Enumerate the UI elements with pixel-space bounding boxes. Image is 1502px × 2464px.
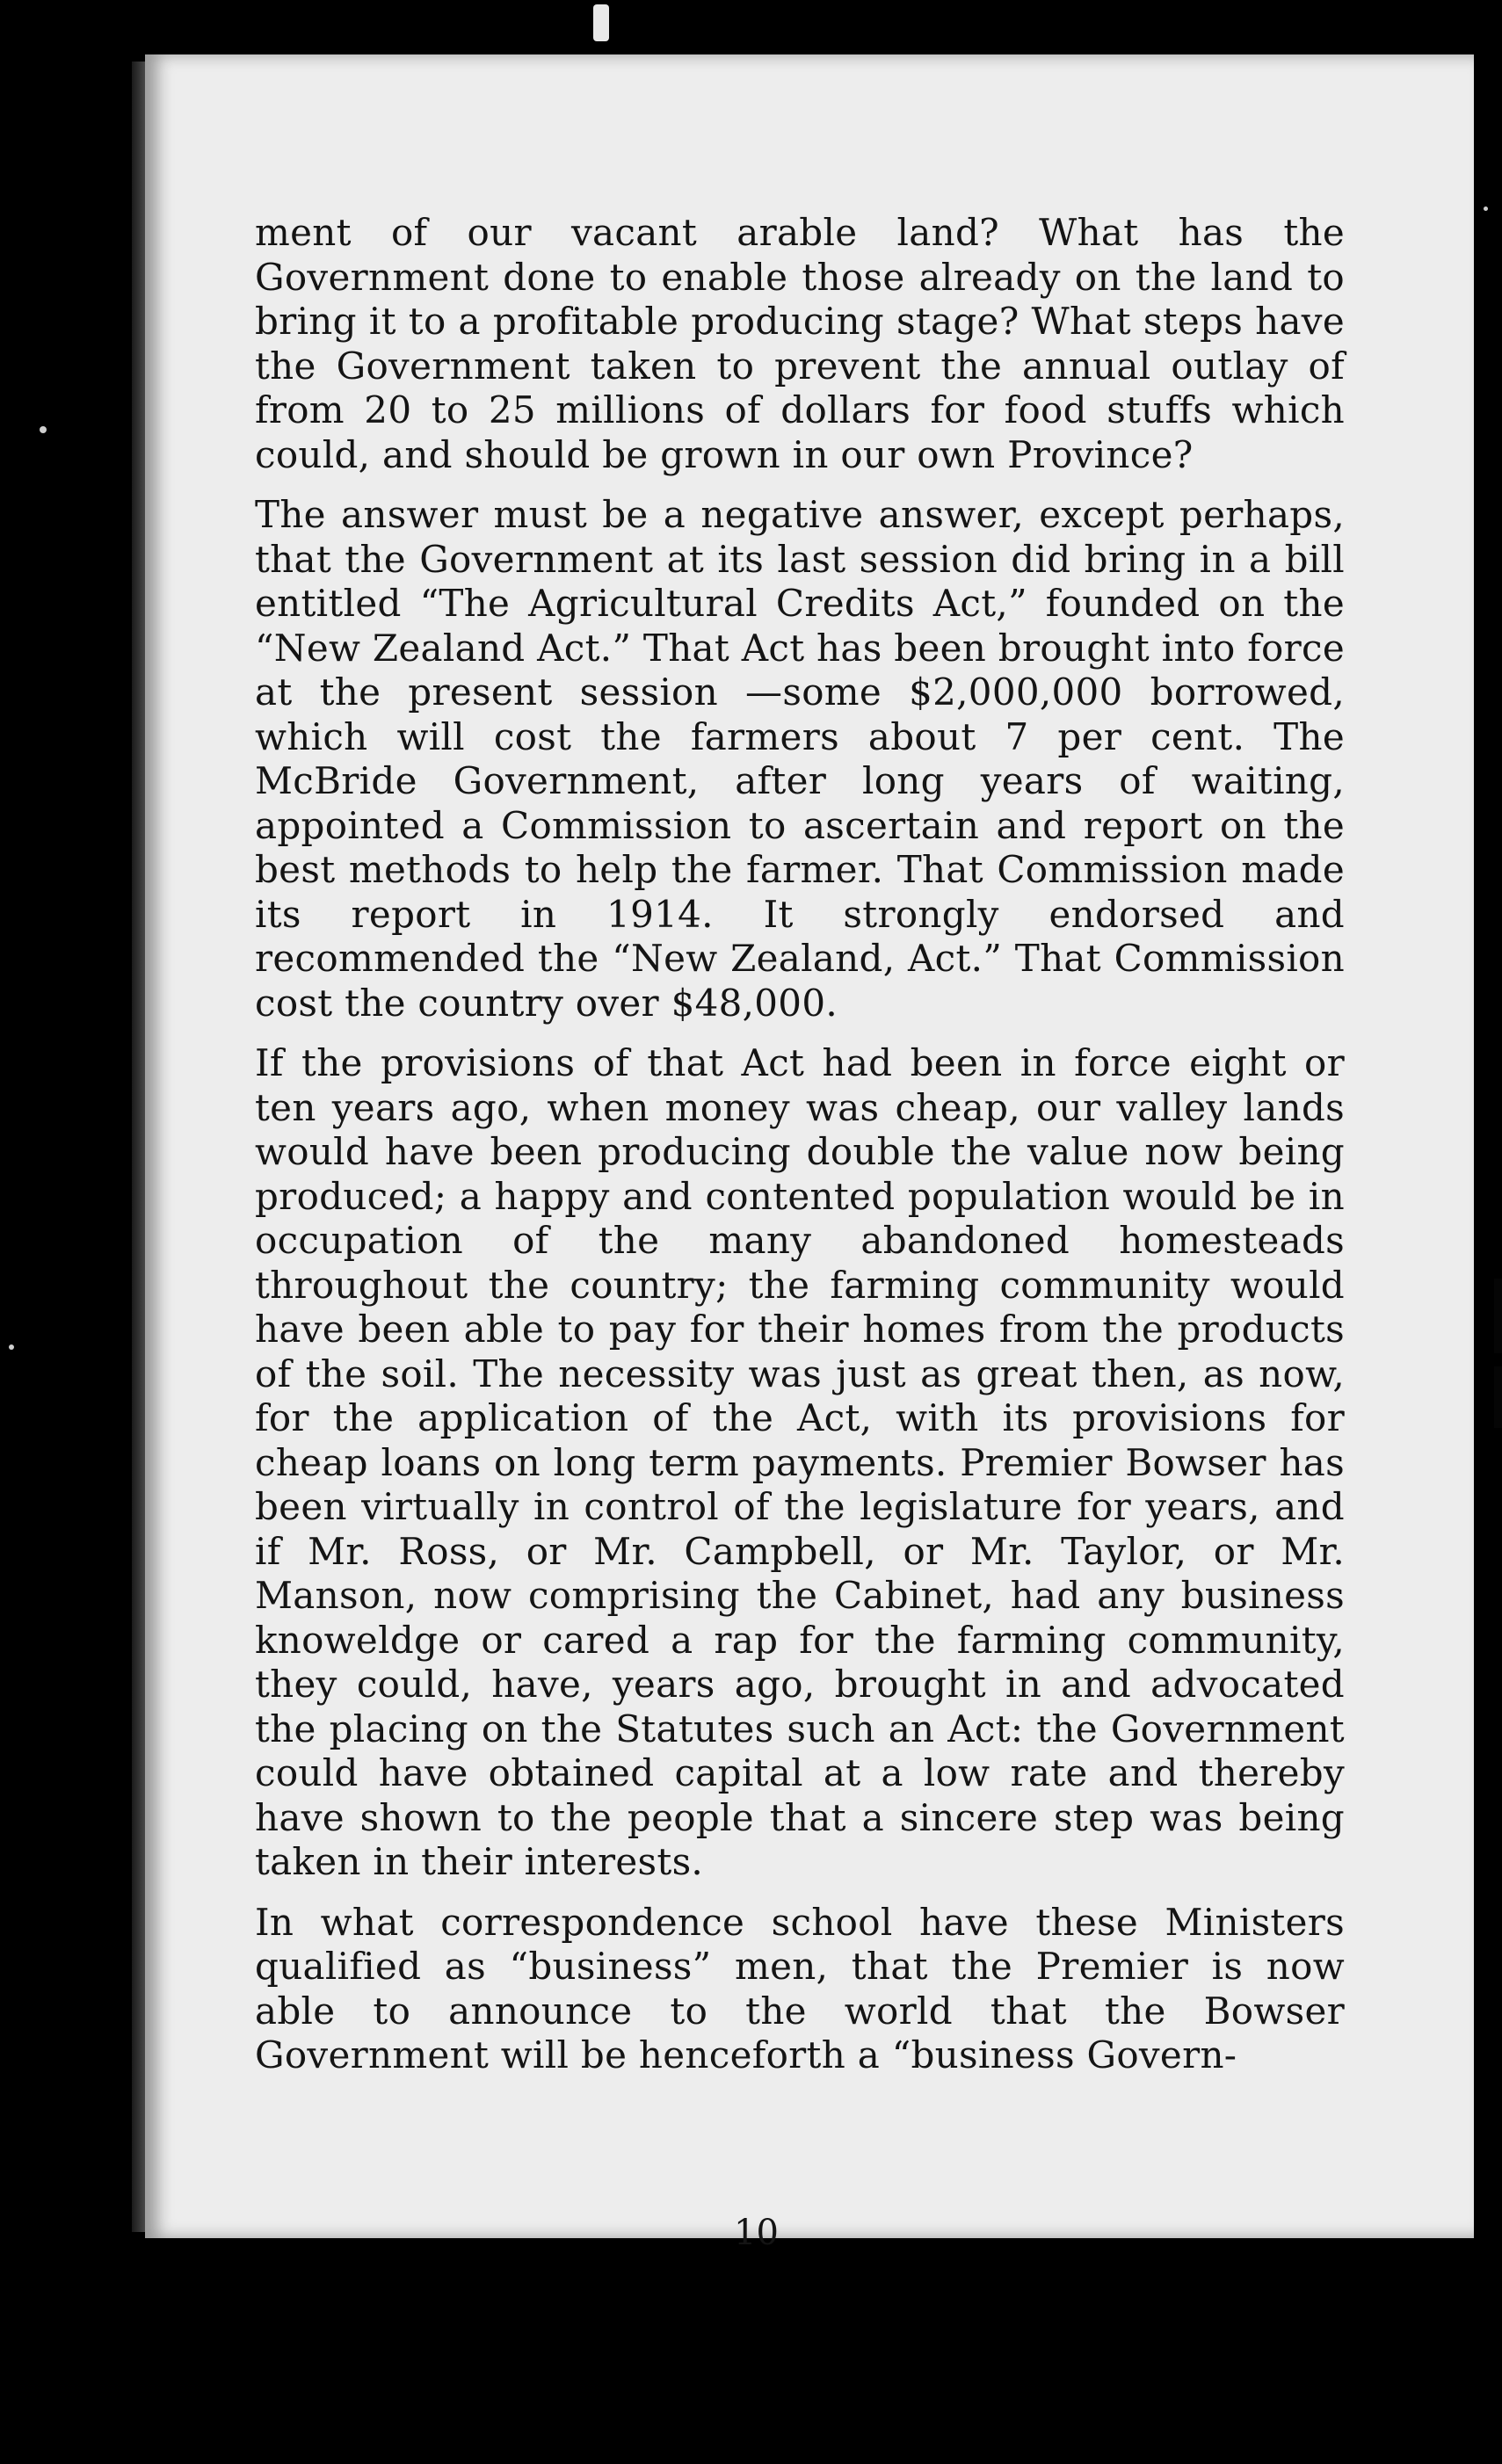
scan-artifact-top (593, 4, 609, 41)
page-number: 10 (734, 2213, 779, 2253)
scan-speck-2 (9, 1344, 14, 1350)
paragraph-4: In what correspondence school have these Ministers qualified as “business” men, that the Premier is now able to announce to the world that the Bowser Government will be henceforth a “business Govern- (255, 1900, 1345, 2076)
right-edge-mark-2 (1494, 1366, 1502, 1428)
scan-speck-3 (1484, 207, 1488, 211)
document-body (255, 211, 1345, 2094)
right-edge-mark-1 (1494, 1279, 1502, 1353)
scan-speck-1 (40, 426, 47, 433)
paragraph-2: The answer must be a negative answer, except perhaps, that the Government at its last session did bring in a bill entitled “The Agricultural Credits Act,” founded on the “New Zealand Act.” That Act has been brought into force at the present session —some $2,000,000 borrowed, which will cost the farmers about 7 per cent. The McBride Government, after long years of waiting, appointed a Commission to ascertain and report on the best methods to help the farmer. That Commission made its report in 1914. It strongly endorsed and recommended the “New Zealand, Act.” That Commission cost the country over $48,000. (255, 493, 1345, 1025)
paragraph-1: ment of our vacant arable land? What has the Government done to enable those already on the land to bring it to a profitable producing stage? What steps have the Government taken to prevent the annual outlay of from 20 to 25 millions of dollars for food stuffs which could, and should be grown in our own Province? (255, 211, 1345, 476)
paragraph-3: If the provisions of that Act had been in force eight or ten years ago, when money was cheap, our valley lands would have been producing double the value now being produced; a happy and contented population would be in occupation of the many abandoned homesteads throughout the country; the farming community would have been able to pay for their homes from the products of the soil. The necessity was just as great then, as now, for the application of the Act, with its provisions for cheap loans on long term payments. Premier Bowser has been virtually in control of the legislature for years, and if Mr. Ross, or Mr. Campbell, or Mr. Taylor, or Mr. Manson, now comprising the Cabinet, had any business knoweldge or cared a rap for the farming community, they could, have, years ago, brought in and advocated the placing on the Statutes such an Act: the Government could have obtained capital at a low rate and thereby have shown to the people that a sincere step was being taken in their interests. (255, 1041, 1345, 1883)
